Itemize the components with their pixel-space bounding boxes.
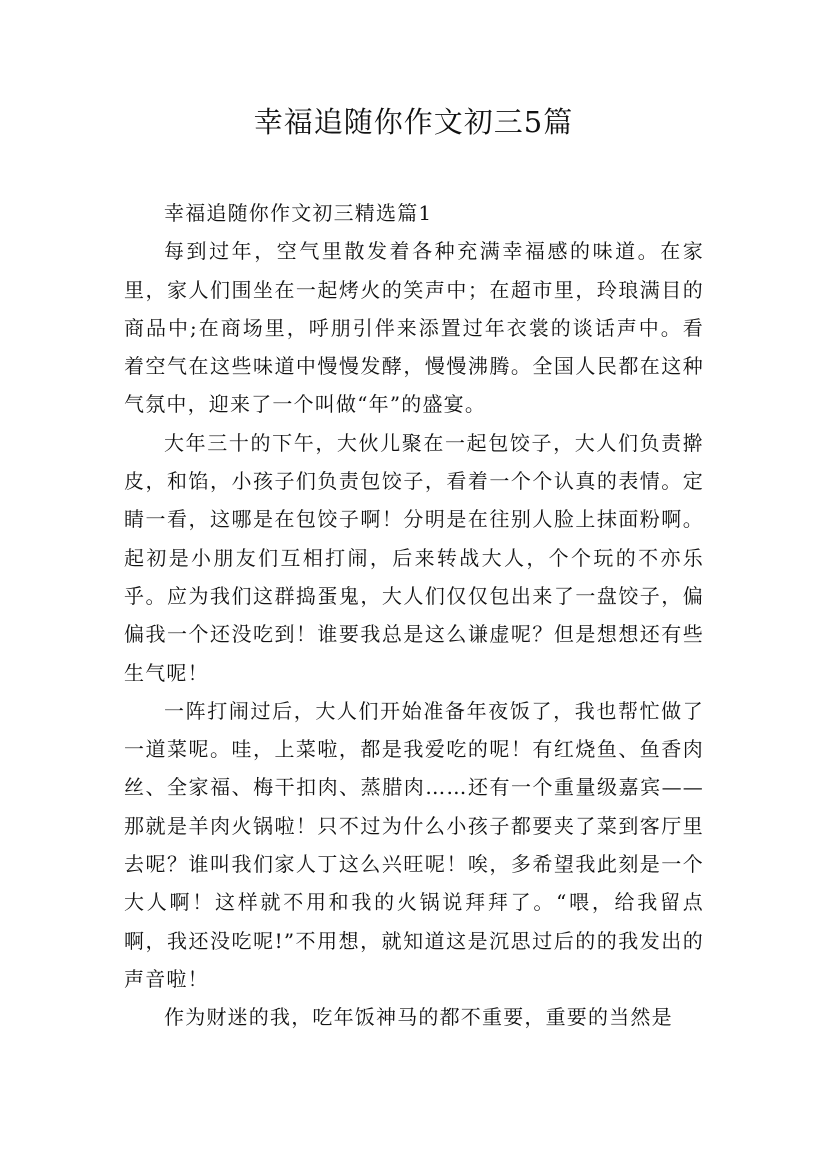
section-heading: 幸福追随你作文初三精选篇1 xyxy=(164,201,433,225)
document-title: 幸福追随你作文初三5篇 xyxy=(253,105,574,139)
paragraph: 一阵打闹过后，大人们开始准备年夜饭了，我也帮忙做了一道菜呢。哇，上菜啦，都是我爱吃的呢！有红烧鱼、鱼香肉丝、全家福、梅干扣肉、蒸腊肉……还有一个重量级嘉宾——那就是羊肉火锅啦！只不过为什么小孩子都要夹了菜到客厅里去呢？谁叫我们家人丁这么兴旺呢！唉，多希望我此刻是一个大人啊！这样就不用和我的火锅说拜拜了。“喂，给我留点啊，我还没吃呢!”不用想，就知道这是沉思过后的的我发出的声音啦！ xyxy=(124,698,704,991)
paragraph: 作为财迷的我，吃年饭神马的都不重要，重要的当然是 xyxy=(164,1005,673,1030)
paragraph: 大年三十的下午，大伙儿聚在一起包饺子，大人们负责擀皮，和馅，小孩子们负责包饺子，看着一个个认真的表情。定睛一看，这哪是在包饺子啊！分明是在往别人脸上抹面粉啊。起初是小朋友们互相打闹，后来转战大人，个个玩的不亦乐乎。应为我们这群捣蛋鬼，大人们仅仅包出来了一盘饺子，偏偏我一个还没吃到！谁要我总是这么谦虚呢？但是想想还有些生气呢！ xyxy=(124,430,704,685)
paragraph: 每到过年，空气里散发着各种充满幸福感的味道。在家里，家人们围坐在一起烤火的笑声中；在超市里，玲琅满目的商品中;在商场里，呼朋引伴来添置过年衣裳的谈话声中。看着空气在这些味道中慢慢发酵，慢慢沸腾。全国人民都在这种气氛中，迎来了一个叫做“年”的盛宴。 xyxy=(124,239,704,417)
document-body xyxy=(124,194,704,1037)
